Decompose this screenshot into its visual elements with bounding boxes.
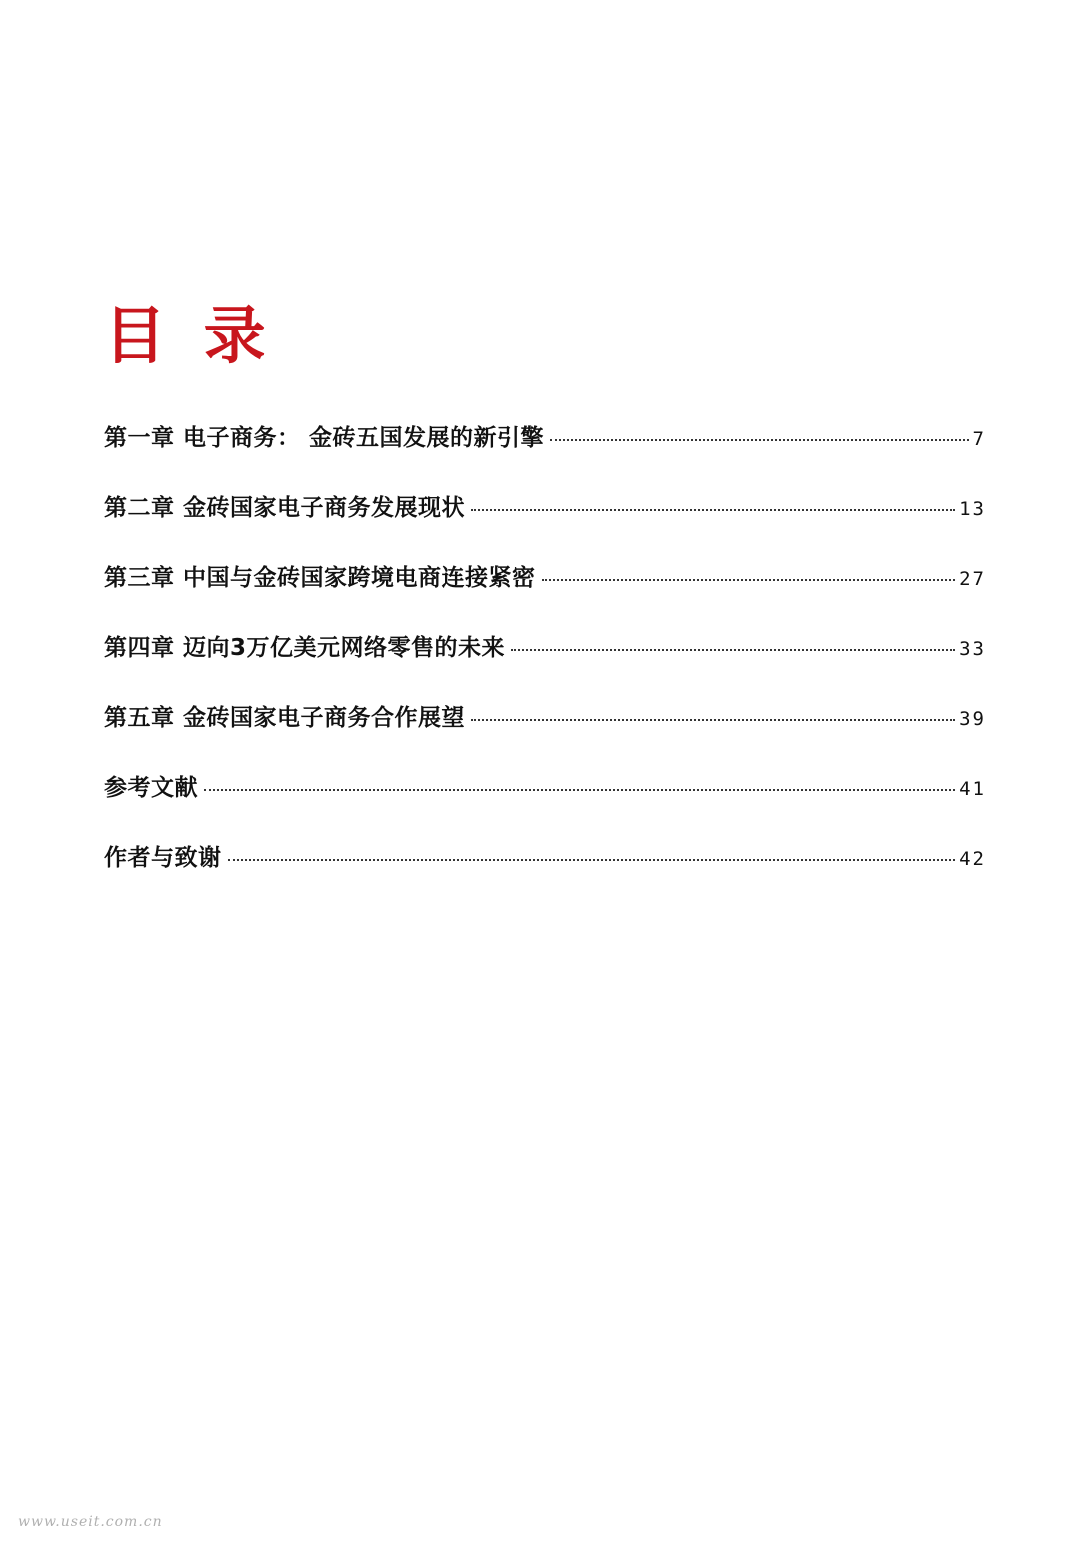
toc-entry-label: 第五章 金砖国家电子商务合作展望 [104, 705, 466, 731]
dot-leader [471, 509, 955, 511]
dot-leader [550, 439, 969, 441]
toc-entry-label: 第二章 金砖国家电子商务发展现状 [104, 495, 466, 521]
page-title: 目 录 [104, 299, 274, 372]
toc-entry-label: 第四章 迈向3万亿美元网络零售的未来 [104, 635, 506, 661]
toc-entry-references[interactable] [104, 770, 986, 840]
toc-page-number: 41 [959, 778, 986, 800]
table-of-contents [104, 420, 986, 910]
toc-entry-label: 第一章 电子商务： 金砖五国发展的新引擎 [104, 425, 545, 451]
toc-entry-authors[interactable] [104, 840, 986, 910]
toc-page-number: 7 [972, 428, 986, 450]
dot-leader [511, 649, 955, 651]
dot-leader [542, 579, 956, 581]
toc-entry-chapter-1[interactable] [104, 420, 986, 490]
toc-page-number: 33 [959, 638, 986, 660]
toc-entry-label: 参考文献 [104, 775, 198, 801]
dot-leader [471, 719, 955, 721]
watermark: www.useit.com.cn [18, 1514, 163, 1530]
toc-page-number: 13 [959, 498, 986, 520]
dot-leader [204, 789, 955, 791]
toc-entry-label: 作者与致谢 [104, 845, 222, 871]
toc-page-number: 27 [959, 568, 986, 590]
toc-entry-label: 第三章 中国与金砖国家跨境电商连接紧密 [104, 565, 536, 591]
toc-entry-chapter-3[interactable] [104, 560, 986, 630]
toc-page-number: 42 [959, 848, 986, 870]
dot-leader [228, 859, 956, 861]
toc-entry-chapter-2[interactable] [104, 490, 986, 560]
toc-entry-chapter-4[interactable] [104, 630, 986, 700]
toc-page-number: 39 [959, 708, 986, 730]
toc-entry-chapter-5[interactable] [104, 700, 986, 770]
